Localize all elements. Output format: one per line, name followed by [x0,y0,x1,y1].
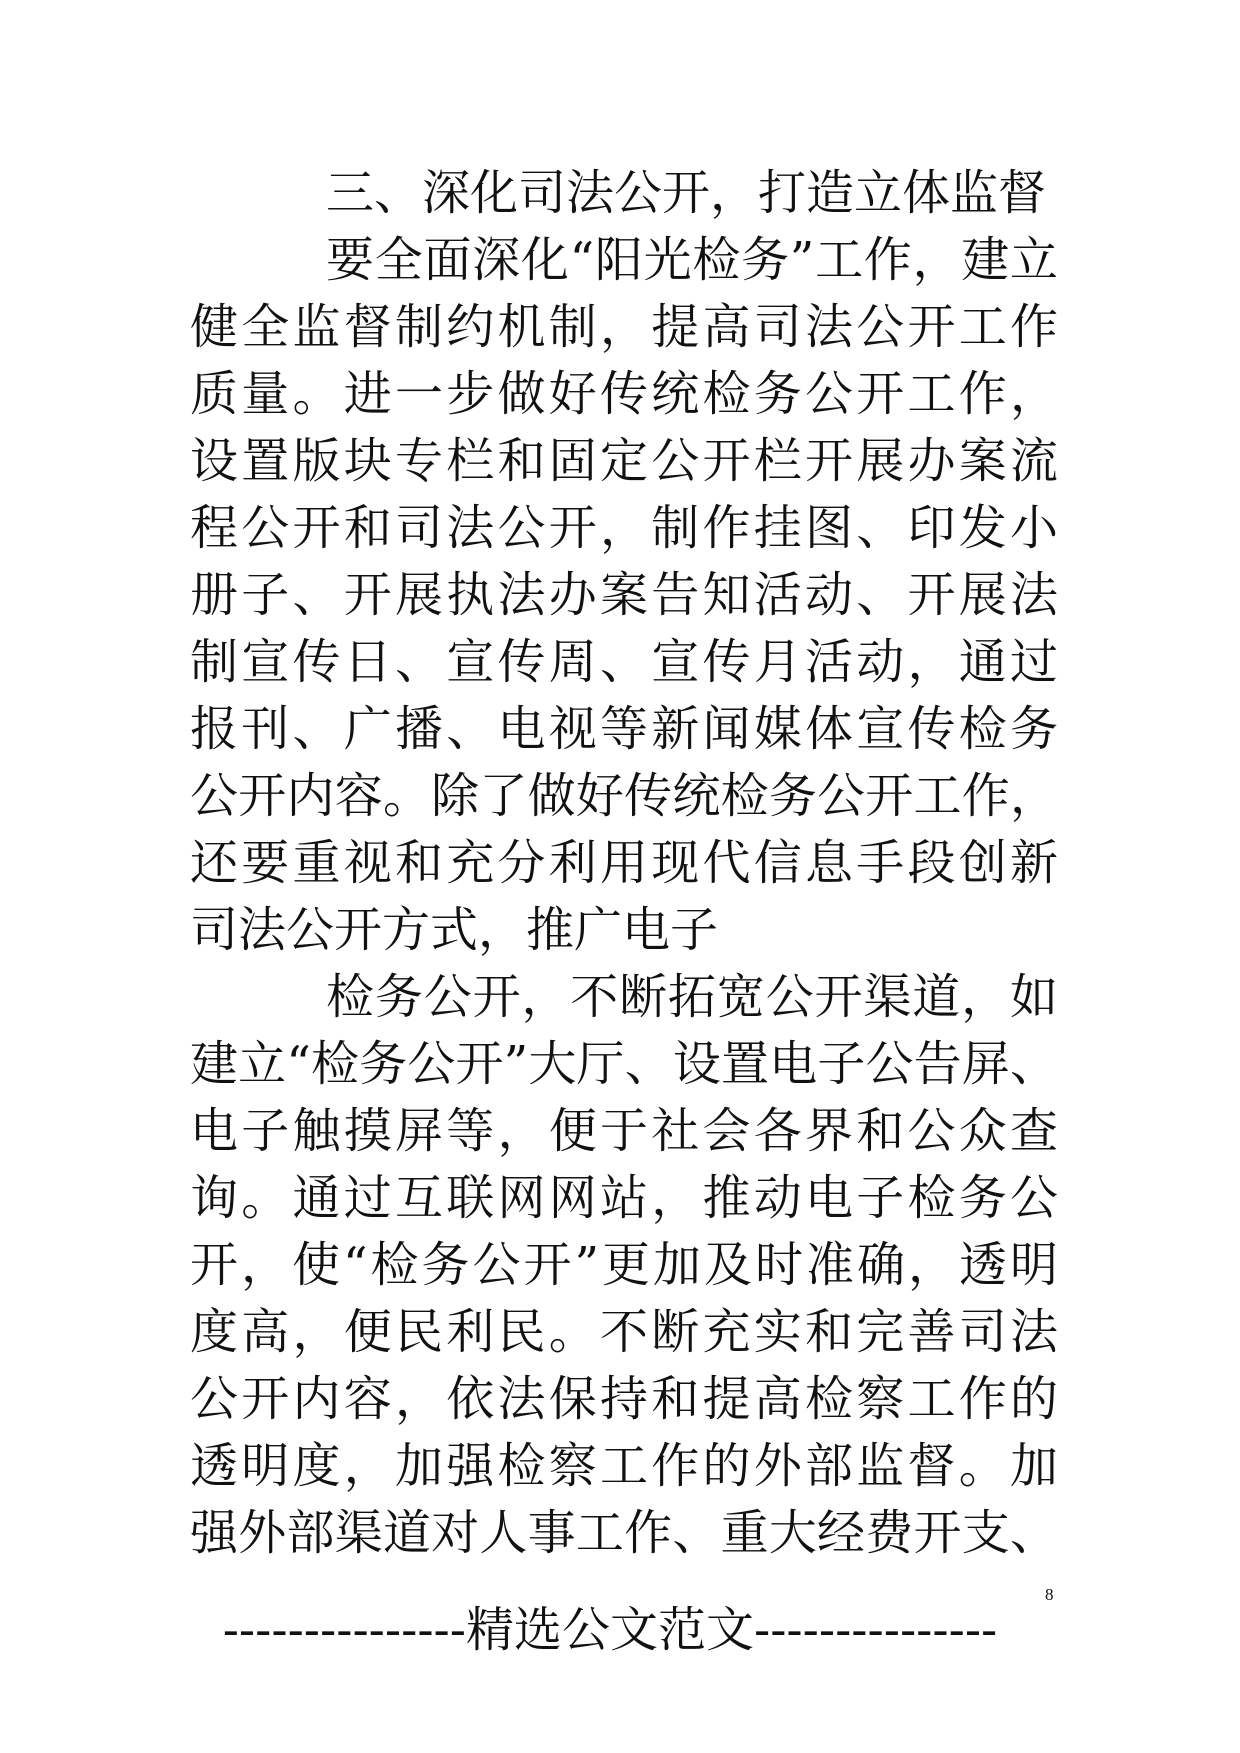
paragraph-line: 还要重视和充分利用现代信息手段创新 [190,835,1058,891]
paragraph-line: 要全面深化“阳光检务”工作，建立 [326,232,1058,288]
page-number: 8 [1045,1585,1054,1604]
paragraph-line: 公开内容，依法保持和提高检察工作的 [190,1371,1058,1427]
paragraph-line: 检务公开，不断拓宽公开渠道，如 [326,969,1058,1025]
body-text [190,160,1058,1567]
paragraph-line: 开，使“检务公开”更加及时准确，透明 [190,1237,1058,1293]
paragraph-line: 设置版块专栏和固定公开栏开展办案流 [190,433,1058,489]
paragraph-line: 制宣传日、宣传周、宣传月活动，通过 [190,634,1058,690]
footer-caption: ---------------精选公文范文--------------- [222,1602,998,1658]
paragraph-line: 询。通过互联网网站，推动电子检务公 [190,1170,1058,1226]
paragraph-line: 强外部渠道对人事工作、重大经费开支、 [190,1505,1058,1561]
paragraph-line: 公开内容。除了做好传统检务公开工作， [190,768,1058,824]
paragraph-line: 质量。进一步做好传统检务公开工作， [190,366,1058,422]
paragraph-line: 报刊、广播、电视等新闻媒体宣传检务 [190,701,1058,757]
paragraph-line: 司法公开方式，推广电子 [190,902,719,958]
paragraph-line: 程公开和司法公开，制作挂图、印发小 [190,500,1058,556]
paragraph-line: 册子、开展执法办案告知活动、开展法 [190,567,1058,623]
paragraph-line: 度高，便民利民。不断充实和完善司法 [190,1304,1058,1360]
paragraph-line: 建立“检务公开”大厅、设置电子公告屏、 [190,1036,1058,1092]
paragraph-line: 健全监督制约机制，提高司法公开工作 [190,299,1058,355]
paragraph-line: 电子触摸屏等，便于社会各界和公众查 [190,1103,1058,1159]
paragraph-line: 透明度，加强检察工作的外部监督。加 [190,1438,1058,1494]
section-heading: 三、深化司法公开，打造立体监督 [326,165,1047,221]
